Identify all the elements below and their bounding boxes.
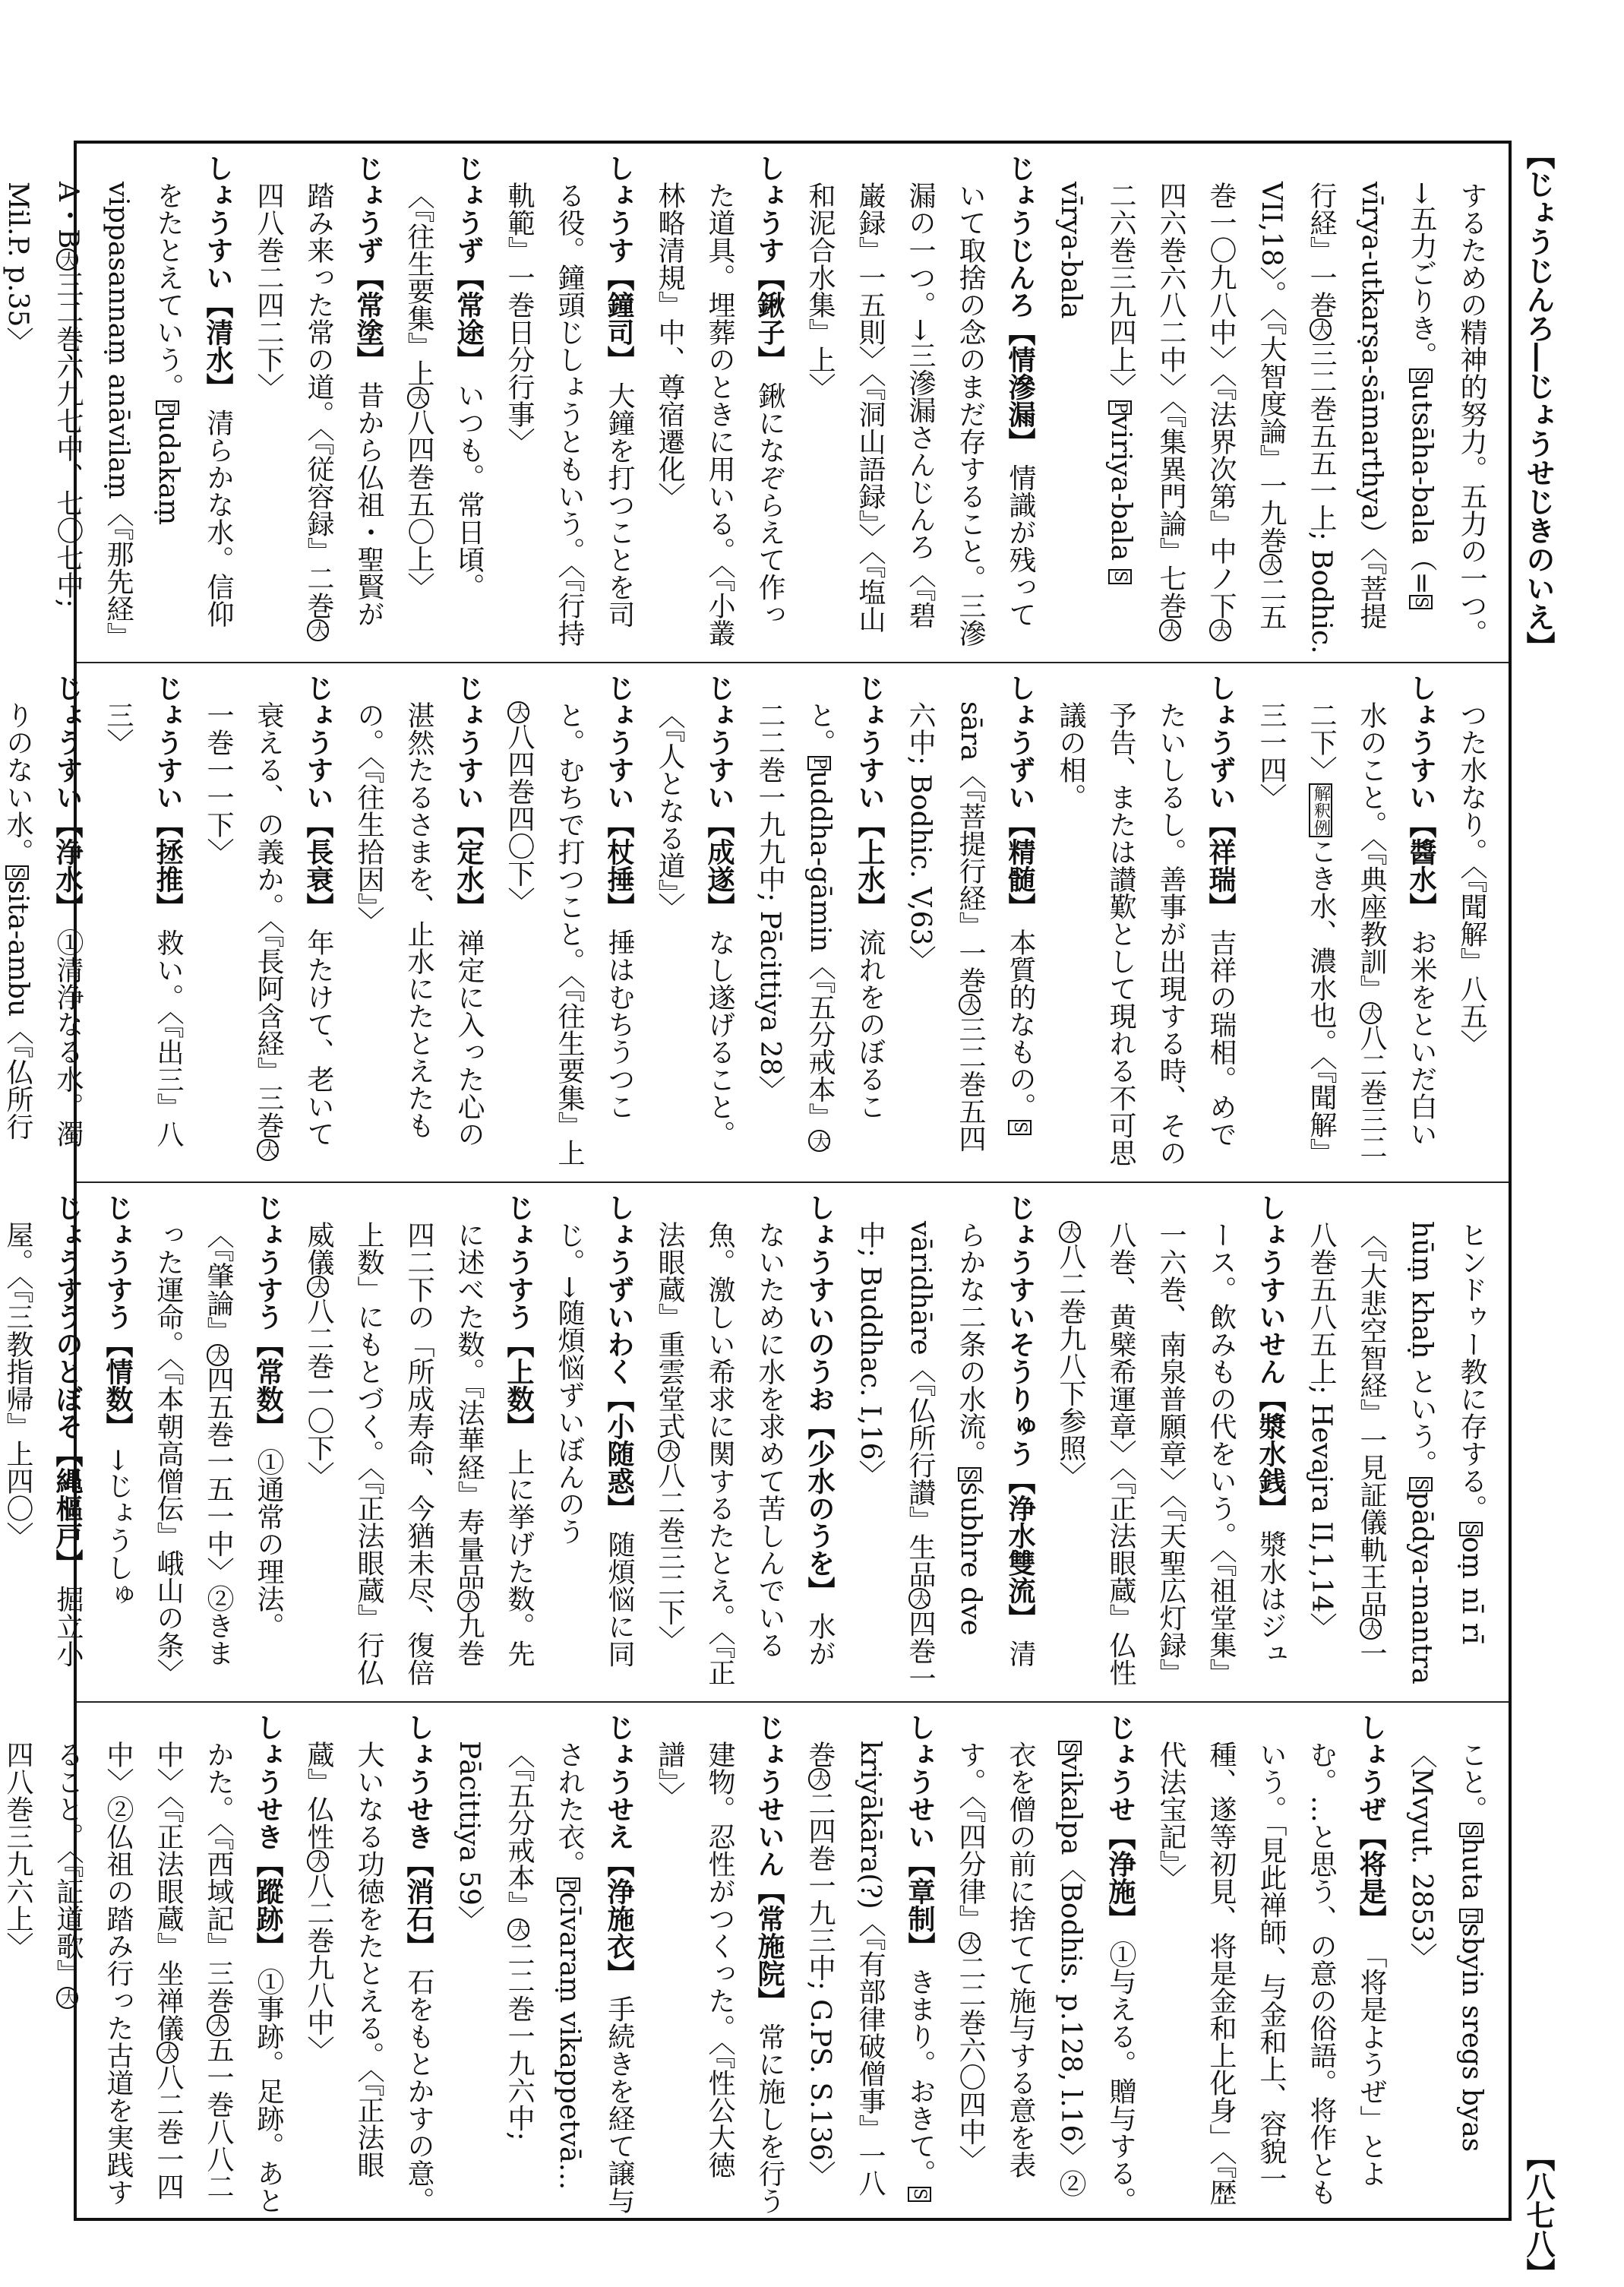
entry-definition: →じょうしゅ <box>103 1448 134 1608</box>
running-header: 【じょうじんろ―じょうせじきのいえ】 <box>1521 141 1556 660</box>
marker-box: S <box>1058 1741 1082 1755</box>
taisho-mark: 大 <box>307 1850 329 1872</box>
page-number: 【八七八】 <box>1521 2143 1556 2287</box>
entry-definition: 捶はむちうつこと。むちで打つこと。〈『往生要集』上大八四巻四〇下〉 <box>504 701 635 1166</box>
dictionary-entry <box>93 1194 143 1694</box>
tier-text <box>2 1194 1496 1694</box>
entry-headword: じょうすう【情数】 <box>102 1194 134 1440</box>
dictionary-entry <box>744 674 895 1174</box>
taisho-mark: 大 <box>808 1768 830 1790</box>
taisho-mark: 大 <box>257 1139 279 1161</box>
entry-definition: 常に施しを行う建物。忍性がつくった。〈『性公大徳譜』〉 <box>654 1741 785 2215</box>
taisho-mark: 大 <box>407 387 429 409</box>
marker-box: S <box>1459 1522 1483 1536</box>
entry-definition: つた水なり。〈『聞解』八五〉 <box>1456 701 1487 1057</box>
entry-definition: するための精神的努力。五力の一つ。→五力ごりき。Sutsāha-bala（=Svīrya-utkarṣa-sāmarthya）〈『菩提行経』一巻大三二巻五五一上; Bodhic. VII,18〉。〈『大智度論』一九巻大二五巻一〇九八中〉〈『法界次第』中ノ下大四六巻六八二中〉〈『集異門論』七巻大二六巻三九四上〉Pviriya-bala Svīrya-bala <box>1055 182 1487 654</box>
taisho-mark: 大 <box>507 701 529 723</box>
entry-headword: じょうせ【浄施】 <box>1104 1713 1136 1932</box>
entry-definition: 情識が残っていて取捨の念のまだ存すること。三滲漏の一つ。→三滲漏さんじんろ〈『碧巌録』一五則〉〈『洞山語録』〉〈『塩山和泥合水集』上〉 <box>804 182 1036 647</box>
entry-headword: じょうすい【成遂】 <box>703 674 735 920</box>
entry-definition: 水がないために水を求めて苦しんでいる魚。激しい希求に関するたとえ。〈『正法眼蔵』重雲堂式大八二巻三二下〉 <box>654 1221 836 1686</box>
entry-definition: ①通常の理法。〈『肇論』大四五巻一五一中〉②きまった運命。〈『本朝高僧伝』峨山の条〉 <box>153 1221 284 1686</box>
entry-headword: じょうすい【長衰】 <box>302 674 334 920</box>
entry-continuation <box>1045 154 1496 654</box>
marker-box: S <box>1008 1120 1032 1134</box>
entry-definition: ①事跡。足跡。あとかた。〈『西域記』三巻大五一巻八八二中〉〈『正法眼蔵』坐禅儀大八二巻一四中〉②仏祖の踏み行った古道を実践すること。〈『証道歌』大四八巻三九六上〉 <box>2 1741 284 2215</box>
dictionary-entry <box>494 154 644 654</box>
dictionary-entry <box>0 1713 293 2215</box>
dictionary-entry <box>644 1194 845 1694</box>
entry-definition: 石をもとかすの意。大いなる功徳をたとえる。〈『正法眼蔵』仏性大八二巻九八中〉 <box>303 1741 434 2215</box>
entry-definition: 上に挙げた数。先に述べた数。『法華経』寿量品大九巻四二下の「所成寿命、今猶未尽、復倍上数」にもとづく。〈『正法眼蔵』行仏威儀大八二巻一〇下〉 <box>303 1221 535 1686</box>
entry-headword: じょうすう【上数】 <box>503 1194 535 1440</box>
entry-definition: 救い。〈『出三』八三〉 <box>103 701 184 1148</box>
tier-4 <box>2 1703 1509 2222</box>
marker-box: S <box>1409 369 1433 383</box>
taisho-mark: 大 <box>507 1918 529 1941</box>
dictionary-entry <box>644 1713 795 2215</box>
dictionary-entry <box>0 674 93 1174</box>
marker-box: P <box>807 756 831 770</box>
marker-box: S <box>1459 1823 1483 1837</box>
entry-headword: しょうせい【章制】 <box>904 1713 936 1960</box>
dictionary-entry <box>293 1713 444 2215</box>
taisho-mark: 大 <box>1360 1618 1382 1640</box>
dictionary-entry <box>143 1194 293 1694</box>
taisho-mark: 大 <box>156 2042 179 2064</box>
entry-headword: じょうせえ【浄施衣】 <box>603 1713 635 1987</box>
dictionary-entry <box>343 674 494 1174</box>
entry-definition: こと。Shuta Tsbyin sregs byas〈Mvyut. 2853〉 <box>1406 1741 1487 2153</box>
entry-definition: 大鐘を打つことを司る役。鐘頭じしょうともいう。〈『行持軌範』一巻日分行事〉 <box>504 182 635 647</box>
taisho-mark: 大 <box>207 1344 229 1366</box>
taisho-mark: 大 <box>307 1276 329 1298</box>
dictionary-entry <box>444 1713 644 2215</box>
entry-headword: じょうず【常塗】 <box>352 154 384 373</box>
tier-2 <box>2 663 1509 1183</box>
dictionary-entry <box>644 154 795 654</box>
marker-box: S <box>5 865 29 880</box>
taisho-mark: 大 <box>1209 619 1231 641</box>
dictionary-page-frame <box>2 141 1512 2221</box>
dictionary-entry <box>0 154 243 654</box>
taisho-mark: 大 <box>808 1130 830 1152</box>
taisho-mark: 大 <box>908 1588 930 1610</box>
entry-definition: ①与える。贈与する。Svikalpa〈Bodhis. p.128, l.16〉②衣を僧の前に捨てて施与する意を表す。〈『四分律』大二二巻六〇四中〉 <box>955 1741 1136 2215</box>
marker-box: T <box>1459 1909 1483 1923</box>
entry-headword: しょうすい【醬水】 <box>1405 674 1437 920</box>
dictionary-entry <box>193 674 343 1174</box>
entry-headword: しょうせき【蹤跡】 <box>252 1713 284 1960</box>
entry-headword: しょうぜ【将是】 <box>1355 1713 1387 1932</box>
taisho-mark: 大 <box>56 1987 78 2009</box>
dictionary-entry <box>0 1194 93 1694</box>
entry-headword: しょうす【鐘司】 <box>603 154 635 373</box>
entry-definition: 吉祥の瑞相。めでたいしるし。善事が出現する時、その予告、または讃歎として現れる不可思議の相。 <box>1055 701 1237 1166</box>
taisho-mark: 大 <box>1360 1002 1382 1024</box>
entry-definition: 清らかな二条の水流。Sśubhre dve vāridhāre〈『仏所行讃』生品大四巻一中; Buddhac. I,16〉 <box>855 1221 1036 1692</box>
entry-definition: 流れをのぼること。Puddha-gāmin〈『五分戒本』大二二巻一九九中; Pācittiya 28〉 <box>754 701 886 1152</box>
taisho-mark: 大 <box>959 994 981 1016</box>
marker-box: P <box>1108 400 1132 415</box>
dictionary-entry <box>1045 674 1246 1174</box>
taisho-mark: 大 <box>658 1440 680 1462</box>
marker-box: S <box>1108 569 1132 584</box>
dictionary-entry <box>494 674 644 1174</box>
dictionary-entry <box>1045 1194 1296 1694</box>
entry-headword: じょうすい【上水】 <box>854 674 886 920</box>
entry-definition: 昔から仏祖・聖賢が踏み来った常の道。〈『従容録』二巻大四八巻二四二下〉 <box>253 182 384 641</box>
dictionary-entry <box>243 154 393 654</box>
entry-definition: ヒンドゥー教に存する。Soṃ nī rī hūṃ khaḥ という。Spādya-mantra〈『大悲空智経』一見証儀軌王品大一八巻五八五上; Hevajra II,1,14〉 <box>1306 1221 1487 1684</box>
dictionary-entry <box>945 1713 1145 2215</box>
entry-definition: 禅定に入った心の湛然たるさまを、止水にたとえたもの。〈『往生拾因』〉 <box>353 701 485 1148</box>
entry-definition: 掘立小屋。〈『三教指帰』上四〇〉 <box>2 1221 84 1668</box>
entry-headword: しょうす【鍬子】 <box>754 154 785 373</box>
dictionary-entry <box>795 1713 945 2215</box>
entry-definition: いつも。常日頃。〈『往生要集』上大八四巻五〇上〉 <box>403 182 485 601</box>
dictionary-entry <box>93 674 193 1174</box>
tier-1 <box>2 144 1509 663</box>
marker-box: S <box>1409 1477 1433 1491</box>
entry-definition: 手続きを経て譲与された衣。Pcīvaraṃ vikappetvā…〈『五分戒本』大二二巻一九六中; Pācittiya 59〉 <box>453 1741 635 2215</box>
entry-headword: じょうすい【浄水】 <box>52 674 84 920</box>
marker-box: P <box>557 1877 580 1892</box>
entry-headword: しょうすいのうお【少水のうを】 <box>804 1194 836 1604</box>
taisho-mark: 大 <box>307 619 329 641</box>
taisho-mark: 大 <box>207 2014 229 2036</box>
dictionary-entry <box>544 1194 644 1694</box>
marker-box: P <box>156 400 179 415</box>
entry-continuation <box>1396 1713 1496 2215</box>
dictionary-entry <box>795 154 1045 654</box>
entry-definition: 随煩悩に同じ。→随煩悩ずいぼんのう <box>554 1221 635 1668</box>
dictionary-entry <box>644 674 744 1174</box>
entry-headword: しょうすいせん【漿水銭】 <box>1255 1194 1287 1522</box>
tier-text <box>2 154 1496 654</box>
marker-box: S <box>1409 595 1433 609</box>
taisho-mark: 大 <box>959 1932 981 1954</box>
entry-definition: 年たけて、老いて衰える、の義か。〈『長阿含経』三巻大一巻一一下〉 <box>203 701 334 1161</box>
taisho-mark: 大 <box>457 1590 479 1612</box>
entry-definition: 「将是ようぜ」とよむ。…と思う、の意の俗語。将作ともいう。「見此禅師、与金和上、容貌一種、遂等初見、将是金和上化身」〈『歴代法宝記』〉 <box>1155 1741 1387 2206</box>
taisho-mark: 大 <box>1259 554 1281 576</box>
entry-continuation <box>1446 674 1496 1174</box>
marker-box: S <box>958 1467 981 1482</box>
entry-headword: しょうせき【消石】 <box>403 1713 434 1960</box>
taisho-mark: 大 <box>1059 1221 1081 1243</box>
entry-definition: 鍬になぞらえて作った道具。埋葬のときに用いる。〈『小叢林略清規』中、尊宿遷化〉 <box>654 182 785 647</box>
tier-text <box>2 1713 1496 2215</box>
entry-definition: なし遂げること。〈『人となる道』〉 <box>654 701 735 1148</box>
marker-box: S <box>908 2187 931 2201</box>
tier-text <box>2 674 1496 1174</box>
taisho-mark: 大 <box>1310 318 1332 340</box>
dictionary-entry <box>293 1194 544 1694</box>
marker-box: 解釈例 <box>1309 783 1332 837</box>
dictionary-entry <box>895 674 1045 1174</box>
entry-headword: じょうせいん【常施院】 <box>754 1713 785 2014</box>
entry-headword: しょうずい【祥瑞】 <box>1205 674 1237 920</box>
tier-3 <box>2 1183 1509 1703</box>
dictionary-entry <box>393 154 494 654</box>
entry-headword: じょうすい【杖捶】 <box>603 674 635 920</box>
taisho-mark: 大 <box>56 248 78 270</box>
entry-headword: じょうすい【拯推】 <box>152 674 184 920</box>
entry-headword: じょうすう【常数】 <box>252 1194 284 1440</box>
taisho-mark: 大 <box>1159 619 1181 641</box>
entry-headword: じょうすいそうりゅう【浄水雙流】 <box>1004 1194 1036 1631</box>
entry-headword: じょうすうのとぼそ【縄樞戸】 <box>52 1194 84 1577</box>
entry-definition: 清らかな水。信仰をたとえていう。Pudakaṃ vippasannaṃ anāvilaṃ〈『那先経』A・B大三二巻六九七中、七〇七中; Mil.P. p.35〉 <box>2 182 234 650</box>
entry-definition: ①清浄なる水。濁りのない水。Ssita-ambu〈『仏所行 <box>2 701 84 1148</box>
entry-definition: お米をといだ白い水のこと。〈『典座教訓』大八二巻三二二下〉解釈例こき水、濃水也。〈『聞解』三一四〉 <box>1256 701 1437 1166</box>
entry-headword: じょうすい【定水】 <box>453 674 485 920</box>
dictionary-entry <box>845 1194 1045 1694</box>
dictionary-entry <box>1145 1713 1396 2215</box>
entry-headword: しょうすい【清水】 <box>202 154 234 400</box>
entry-headword: じょうず【常途】 <box>453 154 485 373</box>
entry-headword: しょうずいわく【小随惑】 <box>603 1194 635 1522</box>
dictionary-entry <box>1246 674 1446 1174</box>
entry-definition: きまり。おきて。Skriyākāra(?)〈『有部律破僧事』一八巻大二四巻一九三中; G.PS. S.136〉 <box>804 1741 936 2200</box>
entry-headword: じょうじんろ【情滲漏】 <box>1004 154 1036 455</box>
entry-headword: しょうずい【精髄】 <box>1004 674 1036 920</box>
entry-continuation <box>1296 1194 1496 1694</box>
entry-definition: 本質的なもの。Ssāra〈『菩提行経』一巻大三二巻五四六中; Bodhic. V,63〉 <box>905 701 1036 1153</box>
entry-definition: 漿水はジュース。飲みもの代をいう。〈『祖堂集』一六巻、南泉普願章〉〈『天聖広灯録』八巻、黄檗希運章〉〈『正法眼蔵』仏性大八二巻九八下参照〉 <box>1055 1221 1287 1686</box>
